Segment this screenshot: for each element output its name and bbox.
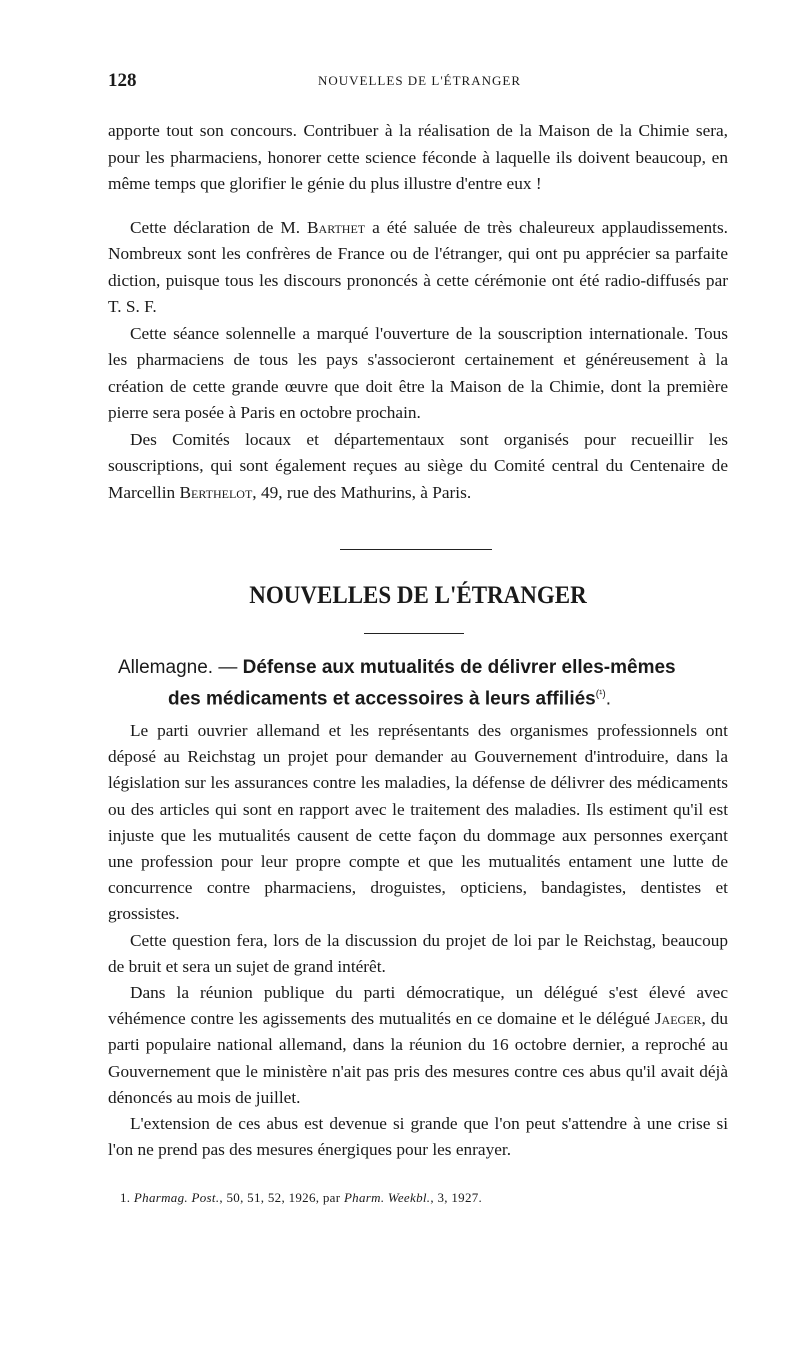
person-name-berthelot: Berthelot — [179, 482, 253, 502]
section-rule-bottom — [364, 633, 464, 634]
footnote — [120, 1190, 720, 1206]
article-dash: — — [213, 657, 243, 678]
article-paragraph-3 — [108, 980, 728, 1111]
article-title-line-2-wrap — [118, 681, 728, 712]
running-title: NOUVELLES DE L'ÉTRANGER — [318, 73, 521, 88]
intro-p4-text-a: Des Comités locaux et départementaux sont organisés pour recueillir les souscriptions, qui sont également reçues au siège du Comité central du Centenaire de Marcellin — [108, 429, 728, 502]
person-name-barthet: Barthet — [307, 217, 366, 237]
intro-text — [108, 118, 728, 506]
article-heading — [118, 654, 728, 712]
footnote-source-1: Pharmag. Post. — [133, 1190, 220, 1205]
article-country: Allemagne. — [118, 657, 214, 678]
article-paragraph-1: Le parti ouvrier allemand et les représentants des organismes professionnels ont déposé au Reichstag un projet pour demander au Gouvernement d'introduire, dans la législation sur les assurances contre les maladies, la défense de délivrer des médicaments ou des articles qui sont en rapport avec le traitement des maladies. Ils estiment qu'il est injuste que les mutualités causent de cette façon du dommage aux personnes exerçant une profession pour leur propre compte et que les mutualités entament une lutte de concurrence contre pharmaciens, droguistes, opticiens, bandagistes, dentistes et grossistes. — [108, 721, 728, 924]
article-p3-text-a: Dans la réunion publique du parti démocratique, un délégué s'est élevé avec véhémence contre les agissements des mutualités en ce domaine et le délégué — [108, 983, 728, 1029]
footnote-number: 1. — [120, 1190, 131, 1205]
article-paragraph-4: L'extension de ces abus est devenue si grande que l'on peut s'attendre à une crise si l'on ne prend pas des mesures énergiques pour les enrayer. — [108, 1114, 728, 1160]
footnote-reference: (¹) — [595, 689, 606, 700]
footnote-source-2: Pharm. Weekbl. — [343, 1190, 431, 1205]
article-title-line-2: des médicaments et accessoires à leurs affiliés — [168, 688, 596, 710]
article-title-line-1: Défense aux mutualités de délivrer elles-mêmes — [242, 657, 676, 678]
page-header — [108, 70, 728, 92]
intro-paragraph-3: Cette séance solennelle a marqué l'ouverture de la souscription internationale. Tous les pharmaciens de tous les pays s'associeront certainement et généreusement à la création de cette grande œuvre que doit être la Maison de la Chimie, dont la première pierre sera posée à Paris en octobre prochain. — [108, 323, 728, 422]
intro-paragraph-2 — [108, 215, 728, 321]
person-name-jaeger: Jaeger — [654, 1009, 702, 1029]
intro-paragraph-4 — [108, 427, 728, 507]
section-title: NOUVELLES DE L'ÉTRANGER — [249, 582, 587, 609]
footnote-end: , 3, 1927. — [430, 1190, 483, 1205]
article-body — [108, 718, 728, 1163]
intro-paragraph-1: apporte tout son concours. Contribuer à la réalisation de la Maison de la Chimie sera, pour les pharmaciens, honorer cette science féconde à laquelle ils doivent beaucoup, en même temps que glorifier le génie du plus illustre d'entre eux ! — [108, 121, 728, 193]
page-number: 128 — [108, 70, 137, 91]
section-rule-top — [340, 549, 492, 550]
intro-p2-text-b: a été saluée de très chaleureux applaudissements. Nombreux sont les confrères de France ou de l'étranger, qui ont pu apprécier sa parfaite diction, puisque tous les discours prononcés à cette cérémonie ont été radio-diffusés par T. S. F. — [108, 217, 728, 316]
article-title-end: . — [605, 688, 612, 710]
intro-p2-text-a: Cette déclaration de M. — [130, 217, 307, 237]
article-p3-text-b: , du parti populaire national allemand, dans la réunion du 16 octobre dernier, a reproché au Gouvernement que le ministère n'ait pas pris des mesures contre ces abus qu'il avait déjà dénoncés au mois de juillet. — [108, 1009, 729, 1107]
footnote-middle: , 50, 51, 52, 1926, par — [219, 1190, 344, 1205]
intro-p4-text-b: , 49, rue des Mathurins, à Paris. — [252, 482, 472, 502]
article-paragraph-2: Cette question fera, lors de la discussion du projet de loi par le Reichstag, beaucoup de bruit et sera un sujet de grand intérêt. — [108, 930, 728, 976]
